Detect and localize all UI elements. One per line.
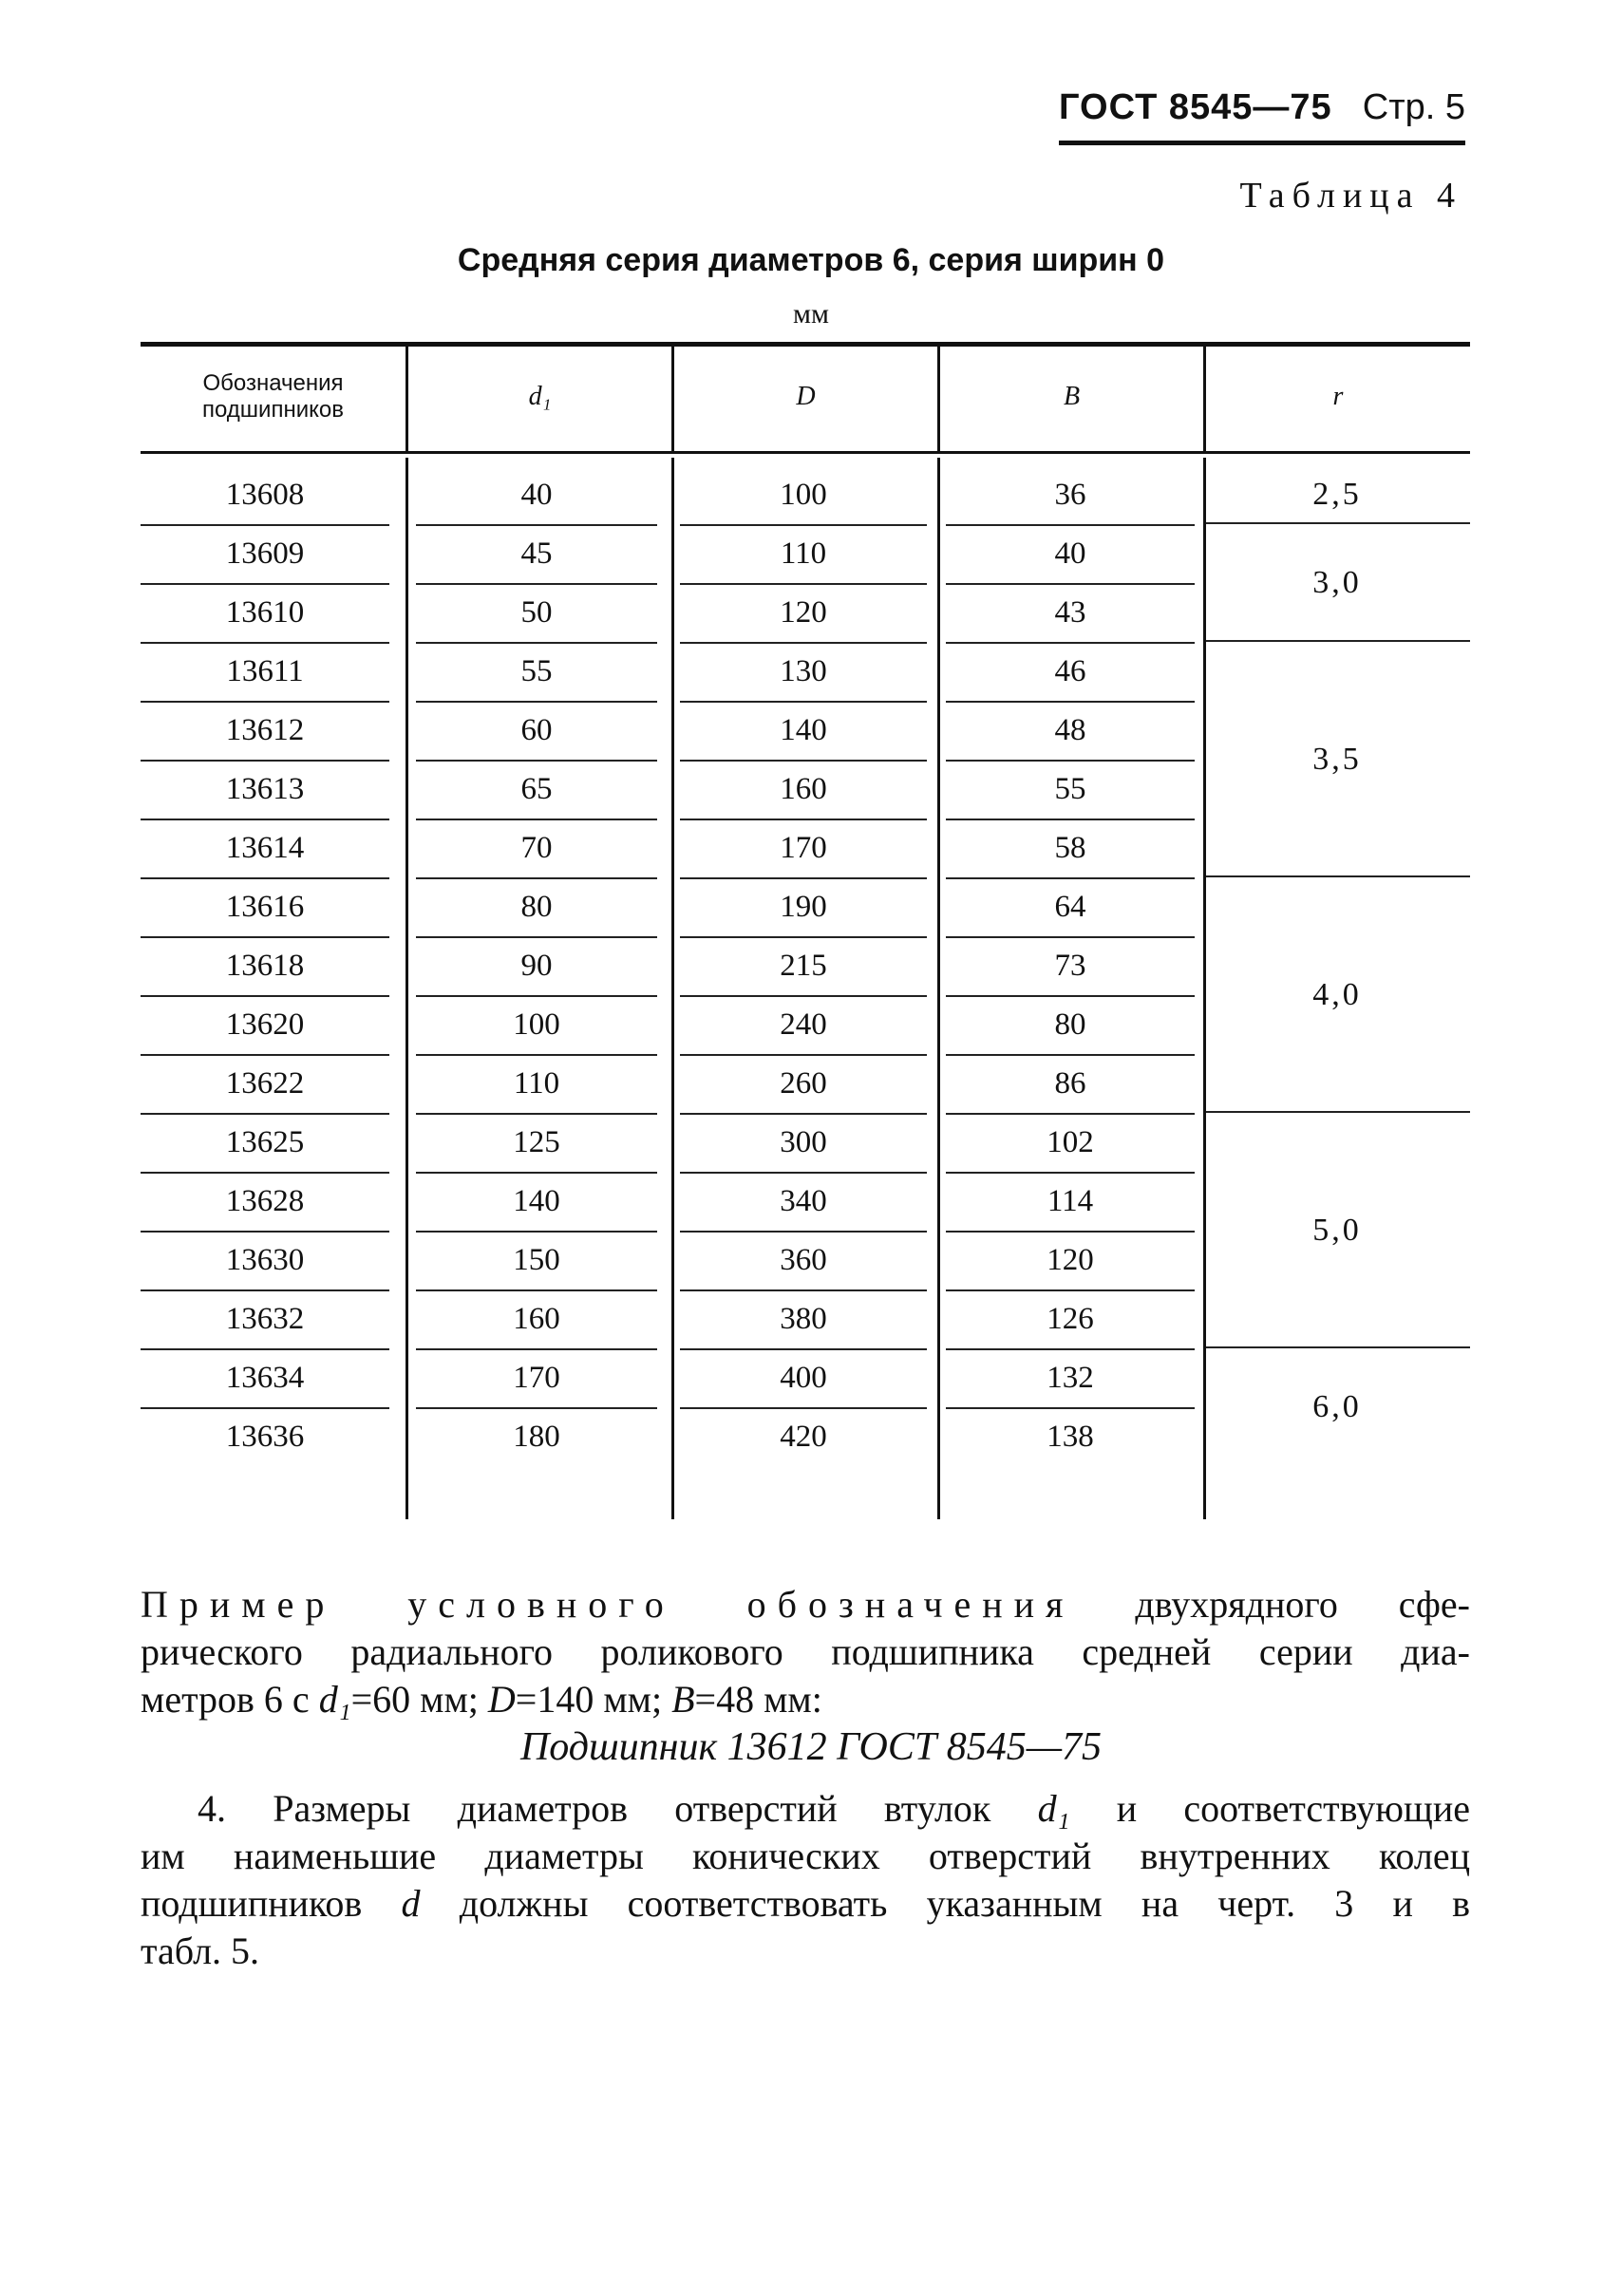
cell-r: 2,5 [1312,477,1362,512]
example-designation: Подшипник 13612 ГОСТ 8545—75 [519,1725,1103,1769]
cell-r: 6,0 [1312,1389,1362,1424]
example-line-2: рического радиального роликового подшипника средней серии диа- [141,1630,1470,1673]
cell-D: 420 [780,1419,827,1454]
cell-r: 3,5 [1312,742,1362,777]
cell-B: 55 [946,760,1195,820]
cell-r: 4,0 [1312,977,1362,1012]
section-4-line-1: 4. Размеры диаметров отверстий втулок d₁ и соответствующие [198,1787,1470,1830]
cell-d1: 90 [416,936,657,997]
cell-d1: 80 [416,877,657,938]
cell-d1: 70 [416,819,657,879]
cell-d1: 150 [416,1231,657,1291]
cell-D: 360 [680,1231,927,1291]
cell-designation: 13628 [141,1172,389,1233]
example-paragraph [141,1581,1470,1723]
cell-d1: 170 [416,1348,657,1409]
cell-B: 102 [946,1113,1195,1174]
example-lead: Пример условного обозначения [141,1583,1075,1626]
cell-D: 340 [680,1172,927,1233]
cell-B: 43 [946,583,1195,644]
example-line-3: метров 6 с d₁=60 мм; D=140 мм; B=48 мм: [141,1678,822,1721]
column-divider [671,458,674,1519]
cell-D: 240 [680,995,927,1056]
column-divider [1203,458,1206,1519]
cell-D: 190 [680,877,927,938]
cell-designation: 13609 [141,524,389,585]
cell-B: 126 [946,1289,1195,1350]
cell-B: 73 [946,936,1195,997]
cell-D: 400 [680,1348,927,1409]
cell-D: 130 [680,642,927,703]
cell-designation: 13614 [141,819,389,879]
cell-designation: 13610 [141,583,389,644]
cell-d1: 50 [416,583,657,644]
cell-B: 80 [946,995,1195,1056]
cell-B: 86 [946,1054,1195,1115]
section-4-line-4: табл. 5. [141,1929,260,1972]
cell-d1: 100 [416,995,657,1056]
cell-d1: 125 [416,1113,657,1174]
cell-d1: 60 [416,701,657,762]
header-D: D [796,382,816,411]
cell-D: 140 [680,701,927,762]
cell-B: 46 [946,642,1195,703]
cell-B: 138 [1047,1419,1094,1454]
cell-designation: 13611 [141,642,389,703]
cell-d1: 160 [416,1289,657,1350]
table-top-rule [141,342,1470,347]
cell-D: 300 [680,1113,927,1174]
example-line-1: Пример условного обозначения двухрядного сфе- [141,1583,1470,1626]
cell-designation: 13620 [141,995,389,1056]
page-header [1059,87,1465,145]
bearing-table [141,342,1470,1519]
cell-designation: 13622 [141,1054,389,1115]
cell-D: 170 [680,819,927,879]
header-bottom-rule [141,451,1470,454]
table-label: Таблица 4 [1239,176,1462,216]
cell-B: 48 [946,701,1195,762]
cell-d1: 65 [416,760,657,820]
header-B: B [1063,382,1081,411]
cell-designation: 13632 [141,1289,389,1350]
header-d1: d₁ [528,382,552,411]
cell-designation: 13630 [141,1231,389,1291]
table-title: Средняя серия диаметров 6, серия ширин 0 [457,242,1165,278]
cell-B: 40 [946,524,1195,585]
cell-D: 120 [680,583,927,644]
table-unit: мм [793,298,829,329]
cell-B: 132 [946,1348,1195,1409]
cell-D: 380 [680,1289,927,1350]
header-r: r [1332,382,1344,411]
section-4-line-2: им наименьшие диаметры конических отверстий внутренних колец [141,1835,1470,1877]
cell-d1: 40 [416,465,657,526]
column-divider [406,458,408,1519]
cell-B: 64 [946,877,1195,938]
cell-designation: 13618 [141,936,389,997]
cell-designation: 13636 [225,1419,305,1454]
cell-D: 110 [680,524,927,585]
cell-D: 100 [680,465,927,526]
cell-designation: 13634 [141,1348,389,1409]
section-4-line-3: подшипников d должны соответствовать указанным на черт. 3 и в [141,1882,1470,1925]
cell-r: 3,0 [1312,565,1362,600]
cell-B: 58 [946,819,1195,879]
header-designation: Обозначения подшипников [201,370,344,423]
cell-r: 5,0 [1312,1213,1362,1248]
cell-designation: 13625 [141,1113,389,1174]
cell-designation: 13612 [141,701,389,762]
cell-d1: 180 [513,1419,560,1454]
page-number: Стр. 5 [1362,87,1465,127]
cell-designation: 13613 [141,760,389,820]
cell-D: 160 [680,760,927,820]
cell-d1: 110 [416,1054,657,1115]
cell-designation: 13608 [141,465,389,526]
cell-designation: 13616 [141,877,389,938]
cell-d1: 45 [416,524,657,585]
cell-d1: 55 [416,642,657,703]
cell-B: 120 [946,1231,1195,1291]
cell-d1: 140 [416,1172,657,1233]
column-divider [937,458,940,1519]
cell-D: 260 [680,1054,927,1115]
cell-B: 114 [946,1172,1195,1233]
standard-number: ГОСТ 8545—75 [1059,87,1332,127]
cell-B: 36 [946,465,1195,526]
section-4-paragraph [141,1785,1470,1975]
cell-D: 215 [680,936,927,997]
